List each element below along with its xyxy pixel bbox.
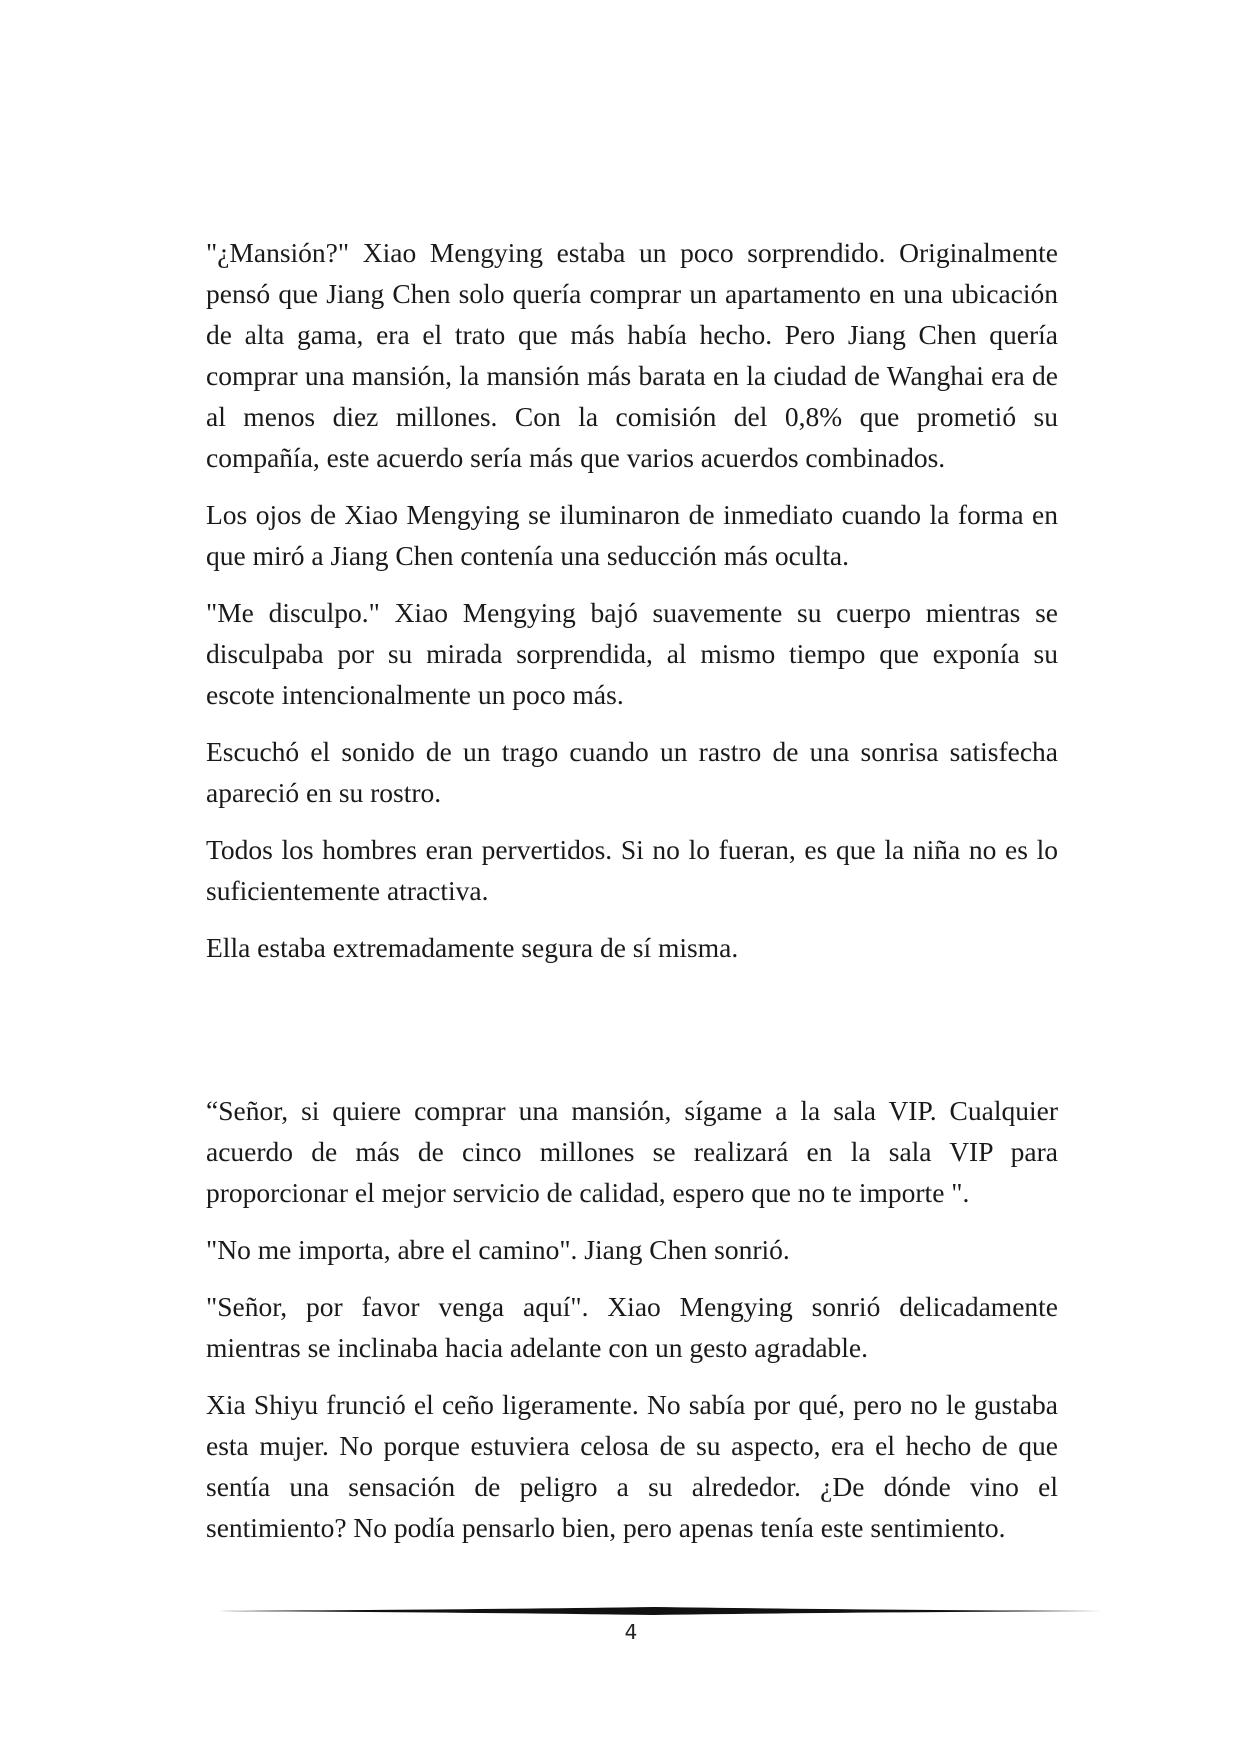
paragraph: "Me disculpo." Xiao Mengying bajó suavemente su cuerpo mientras se disculpaba por su mirada sorprendida, al mismo tiempo que exponía su escote intencionalmente un poco más. [206,597,1058,710]
paragraph: Xia Shiyu frunció el ceño ligeramente. No sabía por qué, pero no le gustaba esta mujer. No porque estuviera celosa de su aspecto, era el hecho de que sentía una sensación de peligro a su alrededor. ¿De dónde vino el sentimiento? No podía pensarlo bien, pero apenas tenía este sentimiento. [206,1389,1058,1543]
footer-divider [206,1606,1102,1616]
paragraph: Ella estaba extremadamente segura de sí misma. [206,932,739,963]
paragraph: "¿Mansión?" Xiao Mengying estaba un poco sorprendido. Originalmente pensó que Jiang Chen solo quería comprar un apartamento en una ubicación de alta gama, era el trato que más había hecho. Pero Jiang Chen quería comprar una mansión, la mansión más barata en la ciudad de Wanghai era de al menos diez millones. Con la comisión del 0,8% que prometió su compañía, este acuerdo sería más que varios acuerdos combinados. [206,237,1058,473]
text-section-top [206,232,1058,968]
paragraph: “Señor, si quiere comprar una mansión, sígame a la sala VIP. Cualquier acuerdo de más de cinco millones se realizará en la sala VIP para proporcionar el mejor servicio de calidad, espero que no te importe ". [206,1095,1058,1208]
paragraph: "Señor, por favor venga aquí". Xiao Mengying sonrió delicadamente mientras se inclinaba hacia adelante con un gesto agradable. [206,1291,1058,1363]
paragraph: Todos los hombres eran pervertidos. Si no lo fueran, es que la niña no es lo suficientemente atractiva. [206,834,1058,906]
paragraph: "No me importa, abre el camino". Jiang Chen sonrió. [206,1234,790,1265]
page-number: 4 [624,1620,638,1644]
text-section-bottom [206,1090,1058,1548]
paragraph: Escuchó el sonido de un trago cuando un rastro de una sonrisa satisfecha apareció en su rostro. [206,736,1058,808]
paragraph: Los ojos de Xiao Mengying se iluminaron de inmediato cuando la forma en que miró a Jiang Chen contenía una seducción más oculta. [206,499,1058,571]
